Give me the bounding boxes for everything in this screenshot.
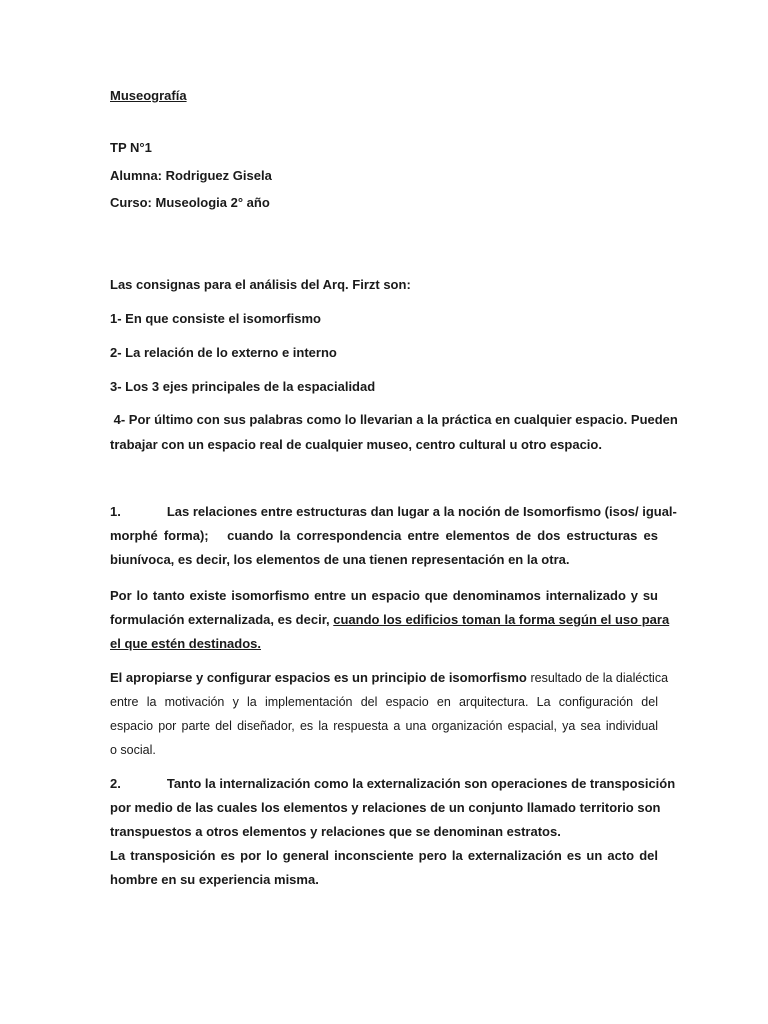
paragraph-text: El apropiarse y configurar espacios es un principio de isomorfismo — [110, 670, 531, 685]
paragraph-appropriation — [110, 666, 669, 762]
student-name: Alumna: Rodriguez Gisela — [110, 168, 272, 183]
answer-2-line: transpuestos a otros elementos y relaciones que se denominan estratos. — [110, 824, 561, 839]
instruction-item: 2- La relación de lo externo e interno — [110, 345, 337, 360]
paragraph-text: resultado de la dialéctica — [530, 671, 669, 685]
answer-2-text: Tanto la internalización como la externalización son operaciones de transposición — [166, 776, 676, 791]
instruction-item-4-line1: 4- Por último con sus palabras como lo llevarian a la práctica en cualquier espacio. Pueden — [110, 412, 678, 427]
underlined-text: cuando los edificios toman la forma según el uso para — [333, 612, 670, 627]
answer-2-line: La transposición es por lo general inconsciente pero la externalización es un acto del — [110, 848, 658, 863]
underlined-text: el que estén destinados. — [110, 636, 261, 651]
document-title: Museografía — [110, 88, 187, 103]
answer-2-line — [110, 772, 676, 796]
paragraph-line — [110, 666, 669, 690]
instruction-item-4-line2: trabajar con un espacio real de cualquier museo, centro cultural u otro espacio. — [110, 437, 602, 452]
course-name: Curso: Museologia 2° año — [110, 195, 270, 210]
instruction-item: 1- En que consiste el isomorfismo — [110, 311, 321, 326]
answer-1-line — [110, 500, 677, 524]
instructions-intro: Las consignas para el análisis del Arq. Firzt son: — [110, 277, 411, 292]
answer-1-line: morphé forma); cuando la correspondencia entre elementos de dos estructuras es — [110, 528, 658, 543]
instruction-item: 3- Los 3 ejes principales de la espacialidad — [110, 379, 376, 394]
assignment-number: TP N°1 — [110, 140, 152, 155]
paragraph-line: o social. — [110, 743, 156, 757]
answer-2-line: hombre en su experiencia misma. — [110, 872, 319, 887]
answer-1-text: Las relaciones entre estructuras dan lugar a la noción de Isomorfismo (isos/ igual- — [166, 504, 677, 519]
answer-1-line: biunívoca, es decir, los elementos de una tienen representación en la otra. — [110, 552, 570, 567]
paragraph-isomorphism — [110, 584, 670, 656]
answer-1-number: 1. — [110, 504, 121, 519]
paragraph-line: Por lo tanto existe isomorfismo entre un espacio que denominamos internalizado y su — [110, 588, 658, 603]
answer-1 — [110, 500, 677, 572]
paragraph-line: espacio por parte del diseñador, es la respuesta a una organización espacial, ya sea individual — [110, 719, 658, 733]
answer-2 — [110, 772, 676, 892]
paragraph-text: formulación externalizada, es decir, — [110, 612, 334, 627]
paragraph-line — [110, 608, 670, 632]
answer-2-number: 2. — [110, 776, 121, 791]
answer-2-line: por medio de las cuales los elementos y relaciones de un conjunto llamado territorio son — [110, 800, 661, 815]
paragraph-line: entre la motivación y la implementación del espacio en arquitectura. La configuración del — [110, 695, 658, 709]
